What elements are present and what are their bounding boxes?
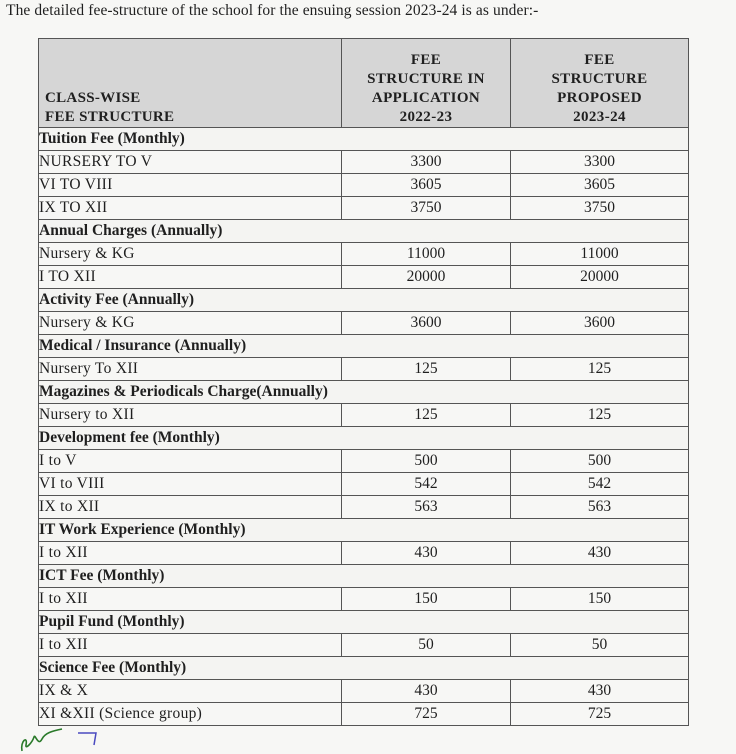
class-cell: IX & X [39, 680, 342, 703]
section-row [39, 427, 689, 450]
class-cell: Nursery To XII [39, 358, 342, 381]
header-text: PROPOSED [557, 90, 642, 106]
table-header-row [39, 39, 689, 128]
proposed-fee-cell: 150 [511, 588, 689, 611]
fee-row [39, 496, 689, 519]
fee-row [39, 358, 689, 381]
section-title: Annual Charges (Annually) [39, 220, 689, 243]
section-title: Medical / Insurance (Annually) [39, 335, 689, 358]
section-row [39, 611, 689, 634]
class-cell: NURSERY TO V [39, 151, 342, 174]
header-text: APPLICATION [371, 90, 481, 106]
fee-row [39, 404, 689, 427]
proposed-fee-cell: 430 [511, 680, 689, 703]
class-cell: IX to XII [39, 496, 342, 519]
header-text: CLASS-WISE [45, 90, 141, 106]
header-text: 2022-23 [399, 109, 453, 125]
current-fee-cell: 725 [342, 703, 511, 726]
header-text: FEE [410, 52, 442, 68]
proposed-fee-cell: 3750 [511, 197, 689, 220]
header-text: 2023-24 [573, 109, 626, 125]
fee-row [39, 312, 689, 335]
header-text: FEE STRUCTURE [45, 109, 175, 125]
current-fee-cell: 3605 [342, 174, 511, 197]
current-fee-cell: 150 [342, 588, 511, 611]
class-cell: Nursery & KG [39, 243, 342, 266]
class-cell: IX TO XII [39, 197, 342, 220]
header-current-fee [342, 39, 511, 128]
current-fee-cell: 11000 [342, 243, 511, 266]
fee-row [39, 197, 689, 220]
proposed-fee-cell: 725 [511, 703, 689, 726]
fee-structure-table [38, 38, 689, 726]
class-cell: Nursery to XII [39, 404, 342, 427]
section-row [39, 381, 689, 404]
fee-row [39, 588, 689, 611]
current-fee-cell: 20000 [342, 266, 511, 289]
class-cell: I to V [39, 450, 342, 473]
proposed-fee-cell: 125 [511, 404, 689, 427]
proposed-fee-cell: 50 [511, 634, 689, 657]
section-row [39, 128, 689, 151]
fee-row [39, 680, 689, 703]
fee-row [39, 473, 689, 496]
class-cell: I to XII [39, 634, 342, 657]
proposed-fee-cell: 542 [511, 473, 689, 496]
section-title: Tuition Fee (Monthly) [39, 128, 689, 151]
fee-row [39, 634, 689, 657]
current-fee-cell: 430 [342, 542, 511, 565]
current-fee-cell: 125 [342, 358, 511, 381]
fee-row [39, 703, 689, 726]
section-title: ICT Fee (Monthly) [39, 565, 689, 588]
current-fee-cell: 500 [342, 450, 511, 473]
section-row [39, 289, 689, 312]
class-cell: I TO XII [39, 266, 342, 289]
fee-row [39, 243, 689, 266]
current-fee-cell: 563 [342, 496, 511, 519]
class-cell: VI to VIII [39, 473, 342, 496]
intro-text: The detailed fee-structure of the school for the ensuing session 2023-24 is as under:- [6, 2, 539, 19]
proposed-fee-cell: 3300 [511, 151, 689, 174]
fee-row [39, 174, 689, 197]
section-title: Magazines & Periodicals Charge(Annually) [39, 381, 689, 404]
section-title: Activity Fee (Annually) [39, 289, 689, 312]
header-text: STRUCTURE [551, 71, 648, 87]
current-fee-cell: 3750 [342, 197, 511, 220]
class-cell: VI TO VIII [39, 174, 342, 197]
proposed-fee-cell: 500 [511, 450, 689, 473]
signature-mark [18, 723, 108, 754]
current-fee-cell: 430 [342, 680, 511, 703]
class-cell: XI &XII (Science group) [39, 703, 342, 726]
current-fee-cell: 3600 [342, 312, 511, 335]
header-text: FEE [584, 52, 615, 68]
class-cell: Nursery & KG [39, 312, 342, 335]
section-row [39, 335, 689, 358]
proposed-fee-cell: 3605 [511, 174, 689, 197]
proposed-fee-cell: 11000 [511, 243, 689, 266]
proposed-fee-cell: 430 [511, 542, 689, 565]
section-title: Development fee (Monthly) [39, 427, 689, 450]
header-text: STRUCTURE IN [367, 71, 485, 87]
section-row [39, 657, 689, 680]
class-cell: I to XII [39, 588, 342, 611]
proposed-fee-cell: 3600 [511, 312, 689, 335]
section-row [39, 220, 689, 243]
fee-row [39, 266, 689, 289]
fee-row [39, 151, 689, 174]
fee-row [39, 542, 689, 565]
proposed-fee-cell: 563 [511, 496, 689, 519]
proposed-fee-cell: 20000 [511, 266, 689, 289]
current-fee-cell: 542 [342, 473, 511, 496]
current-fee-cell: 50 [342, 634, 511, 657]
current-fee-cell: 3300 [342, 151, 511, 174]
header-proposed-fee [511, 39, 689, 128]
class-cell: I to XII [39, 542, 342, 565]
section-row [39, 519, 689, 542]
proposed-fee-cell: 125 [511, 358, 689, 381]
section-title: Pupil Fund (Monthly) [39, 611, 689, 634]
header-class-wise [39, 39, 342, 128]
section-title: IT Work Experience (Monthly) [39, 519, 689, 542]
section-title: Science Fee (Monthly) [39, 657, 689, 680]
section-row [39, 565, 689, 588]
current-fee-cell: 125 [342, 404, 511, 427]
fee-row [39, 450, 689, 473]
fee-table-body [39, 128, 689, 726]
